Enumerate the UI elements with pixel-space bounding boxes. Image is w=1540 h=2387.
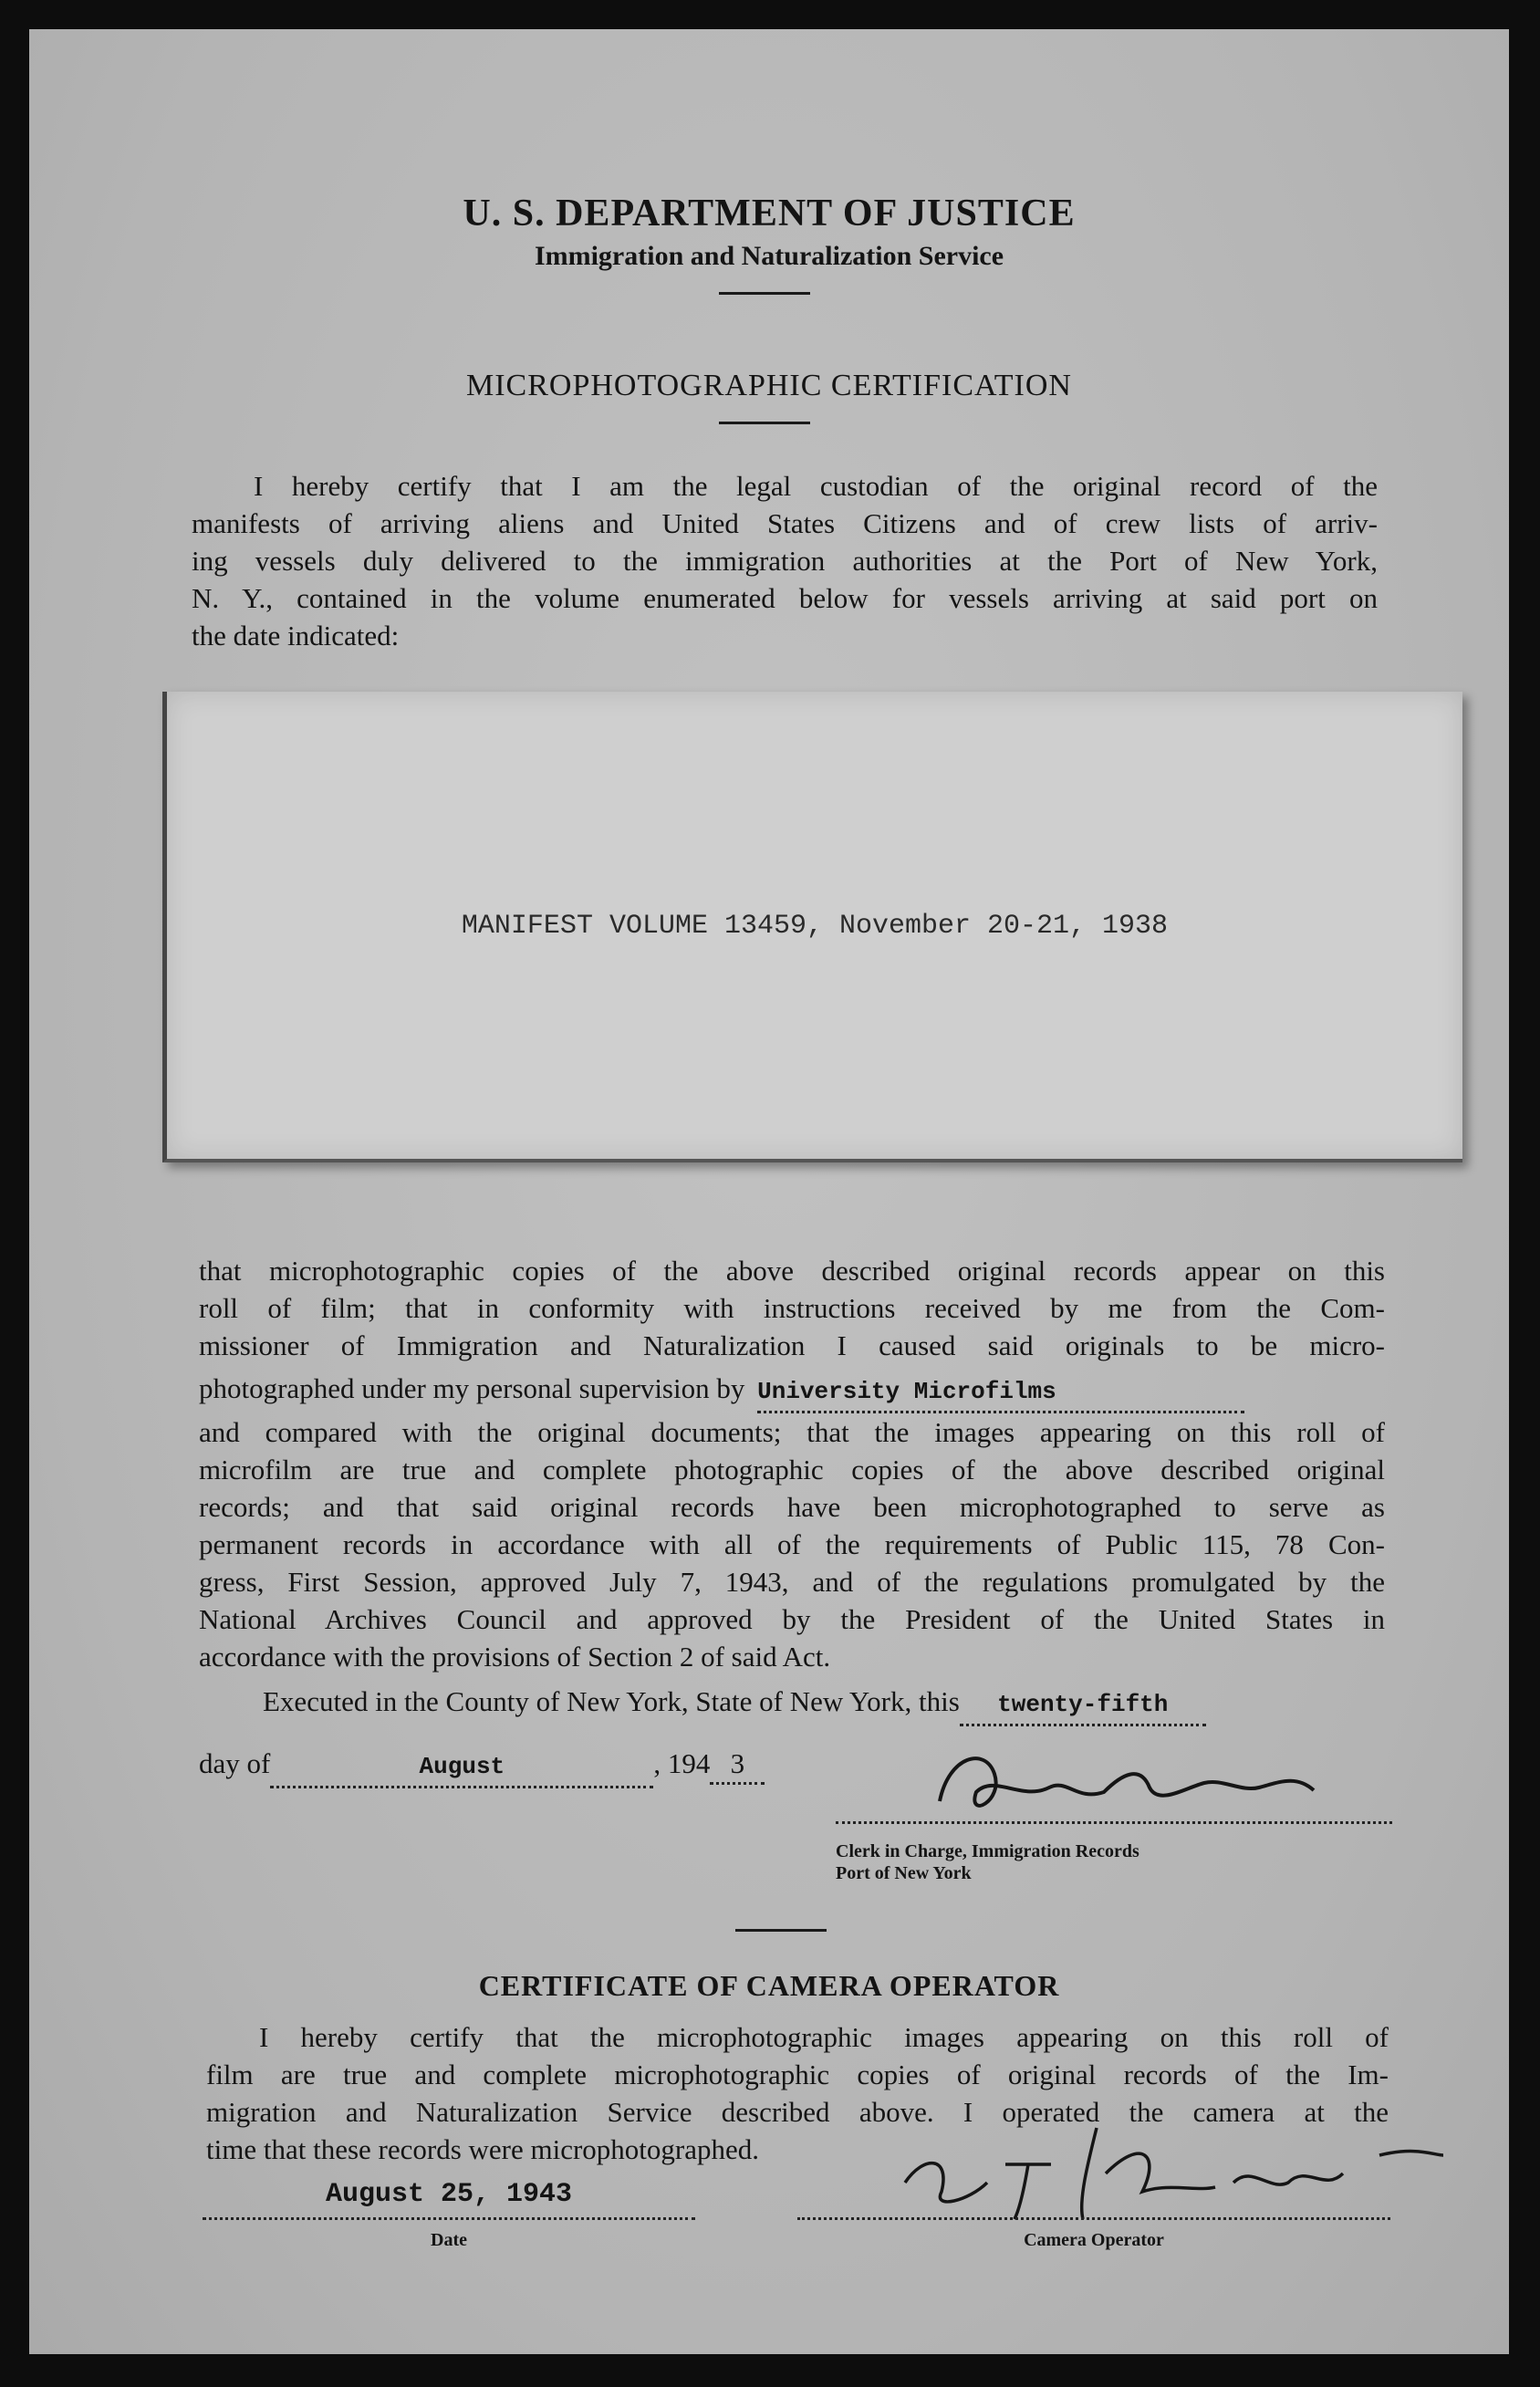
paragraph-line: that microphotographic copies of the above described original records appear on this — [199, 1255, 1385, 1287]
paragraph-line: accordance with the provisions of Section 2 of said Act. — [199, 1641, 831, 1673]
paragraph-line: permanent records in accordance with all of the requirements of Public 115, 78 Con- — [199, 1528, 1385, 1560]
paragraph-line: roll of film; that in conformity with instructions received by me from the Com- — [199, 1292, 1385, 1324]
year-prefix: , 194 — [653, 1747, 711, 1779]
camera-date-label: Date — [431, 2230, 467, 2250]
paragraph-line — [199, 1370, 1385, 1413]
divider — [719, 422, 810, 424]
paragraph-line: records; and that said original records have been microphotographed to serve as — [199, 1491, 1385, 1523]
manifest-volume-text: MANIFEST VOLUME 13459, November 20-21, 1938 — [461, 911, 1169, 942]
paragraph-line: missioner of Immigration and Naturalization I caused said originals to be micro- — [199, 1329, 1385, 1361]
camera-operator-signature-line — [797, 2217, 1390, 2220]
document-page — [29, 29, 1509, 2354]
paragraph-line: and compared with the original documents; that the images appearing on this roll of — [199, 1416, 1385, 1448]
paragraph-line: gress, First Session, approved July 7, 1943, and of the regulations promulgated by the — [199, 1566, 1385, 1598]
clerk-title: Clerk in Charge, Immigration Records — [836, 1841, 1139, 1861]
manifest-slip — [162, 692, 1462, 1162]
department-heading: U. S. DEPARTMENT OF JUSTICE — [463, 193, 1076, 235]
camera-certificate-heading: CERTIFICATE OF CAMERA OPERATOR — [478, 1969, 1060, 2002]
paragraph-line: National Archives Council and approved by the President of the United States in — [199, 1603, 1385, 1635]
executed-day-value: twenty-fifth — [960, 1686, 1206, 1726]
month-value: August — [270, 1748, 653, 1788]
camera-date-value: August 25, 1943 — [325, 2179, 573, 2210]
paragraph-line: time that these records were microphotographed. — [206, 2133, 759, 2165]
paragraph-line: the date indicated: — [192, 620, 400, 651]
executed-line — [263, 1683, 1394, 1726]
paragraph-line: I hereby certify that I am the legal custodian of the original record of the — [254, 470, 1378, 502]
paragraph-line: manifests of arriving aliens and United States Citizens and of crew lists of arriv- — [192, 507, 1378, 539]
day-of-label: day of — [199, 1747, 271, 1779]
body-paragraph — [199, 1252, 1385, 1675]
paragraph-line: microfilm are true and complete photographic copies of the above described original — [199, 1454, 1385, 1485]
clerk-port: Port of New York — [836, 1863, 972, 1883]
executed-label: Executed in the County of New York, State of New York, this — [263, 1685, 960, 1717]
camera-operator-label: Camera Operator — [1024, 2230, 1164, 2250]
camera-date-line — [203, 2217, 695, 2220]
paragraph-line: ing vessels duly delivered to the immigration authorities at the Port of New York, — [192, 545, 1378, 577]
microfilm-company-value: University Microfilms — [757, 1373, 1244, 1413]
divider — [735, 1929, 827, 1932]
certification-title: MICROPHOTOGRAPHIC CERTIFICATION — [465, 369, 1072, 402]
divider — [719, 292, 810, 295]
by-line-label: photographed under my personal supervision by — [199, 1372, 745, 1404]
intro-paragraph — [192, 467, 1378, 654]
day-of-line — [199, 1745, 892, 1788]
clerk-signature-line — [836, 1821, 1392, 1824]
paragraph-line: N. Y., contained in the volume enumerated below for vessels arriving at said port on — [192, 582, 1378, 614]
paragraph-line: I hereby certify that the microphotographic images appearing on this roll of — [259, 2021, 1389, 2053]
paragraph-line: film are true and complete microphotographic copies of original records of the Im- — [206, 2059, 1389, 2090]
paragraph-line: migration and Naturalization Service described above. I operated the camera at the — [206, 2096, 1389, 2128]
year-digit-value: 3 — [710, 1745, 765, 1785]
service-subheading: Immigration and Naturalization Service — [534, 241, 1004, 271]
